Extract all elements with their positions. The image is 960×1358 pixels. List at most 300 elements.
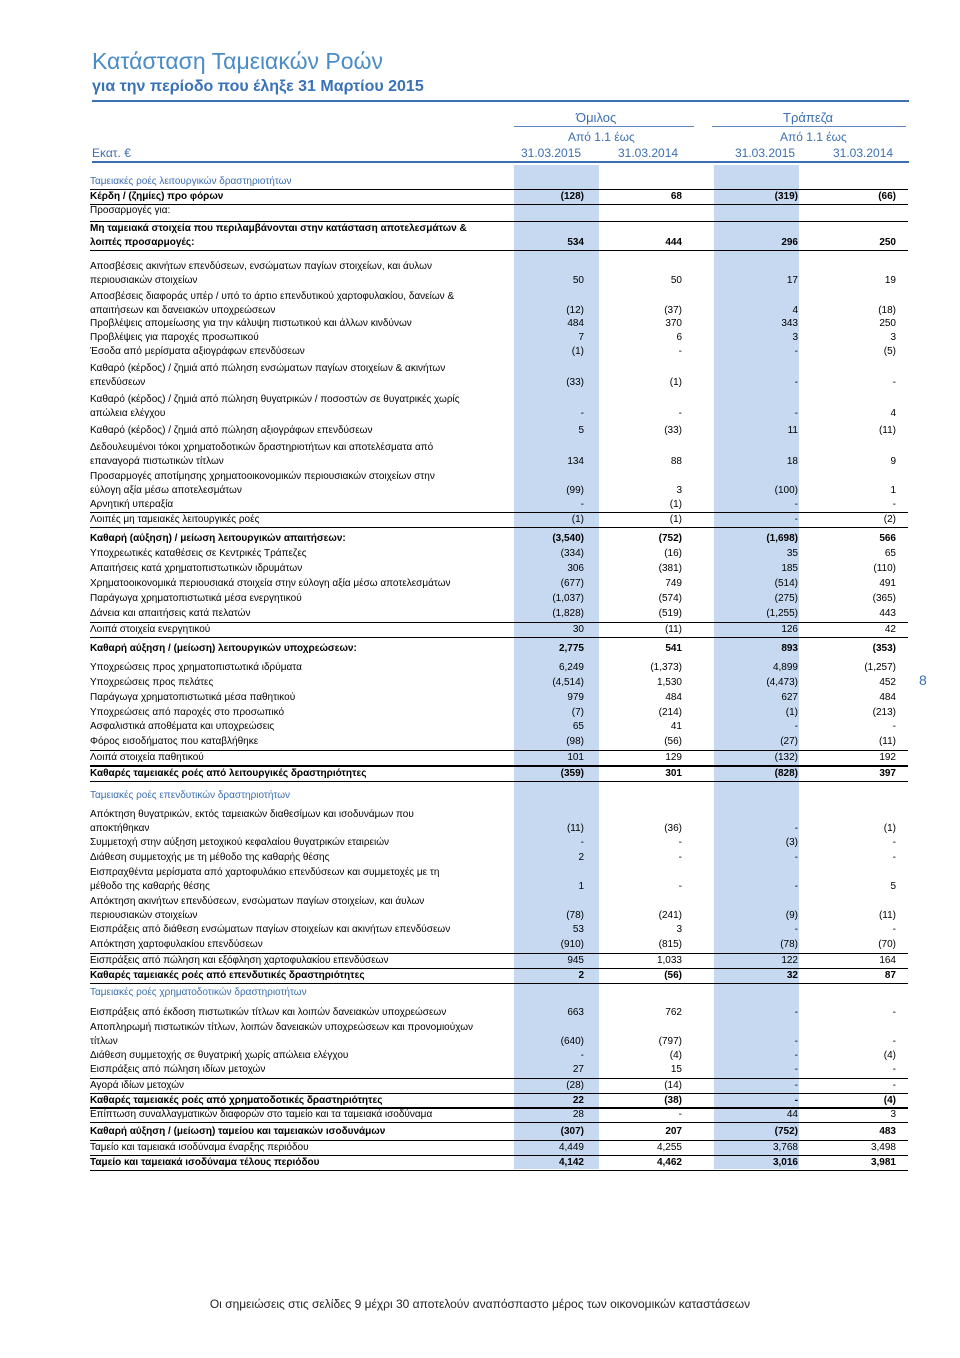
row-label: Καθαρή αύξηση / (μείωση) λειτουργικών υποχρεώσεων:	[90, 643, 357, 654]
row-value-col-3: -	[794, 721, 798, 732]
table-row	[90, 676, 908, 690]
row-value-col-3: -	[794, 852, 798, 863]
row-label: Εισπράξεις από πώληση και εξόφληση χαρτοφυλακίου επενδύσεων	[90, 955, 389, 966]
table-row	[90, 470, 908, 498]
row-value-col-4: 452	[879, 677, 896, 688]
row-value-col-2: 484	[665, 692, 682, 703]
row-label: Υποχρεώσεις προς χρηματοπιστωτικά ιδρύματα	[90, 662, 302, 673]
table-row	[90, 512, 908, 528]
row-value-col-2: (56)	[664, 736, 682, 747]
table-row	[90, 808, 908, 836]
row-value-col-1: -	[580, 1050, 584, 1061]
table-row	[90, 622, 908, 638]
table-row	[90, 720, 908, 734]
row-value-col-3: -	[794, 1007, 798, 1018]
table-row	[90, 393, 908, 421]
row-value-col-2: 41	[670, 721, 682, 732]
row-value-col-4: -	[892, 852, 896, 863]
row-value-col-4: (4)	[883, 1095, 896, 1106]
row-value-col-3: (100)	[774, 485, 798, 496]
table-row	[90, 766, 908, 782]
row-value-col-3: 893	[781, 643, 798, 654]
row-label: Αποσβέσεις διαφοράς υπέρ / υπό το άρτιο επενδυτικού χαρτοφυλακίου, δανείων & απαιτήσεων και δανειακών υποχρεώσεων	[90, 291, 455, 316]
row-value-col-3: -	[794, 499, 798, 510]
row-value-col-4: 65	[884, 548, 896, 559]
row-value-col-1: (640)	[560, 1036, 584, 1047]
row-label: Δάνεια και απαιτήσεις κατά πελατών	[90, 608, 251, 619]
row-value-col-2: (574)	[658, 593, 682, 604]
table-row	[90, 607, 908, 621]
row-value-col-2: 1,530	[656, 677, 682, 688]
table-row	[90, 938, 908, 952]
row-value-col-3: -	[794, 408, 798, 419]
row-value-col-1: 2	[578, 852, 584, 863]
row-label: Καθαρές ταμειακές ροές από χρηματοδοτικές δραστηριότητες	[90, 1095, 383, 1106]
row-label: Εισπράξεις από διάθεση ενσώματων παγίων στοιχείων και ακινήτων επενδύσεων	[90, 924, 451, 935]
row-value-col-1: 484	[567, 318, 584, 329]
row-label: Απαιτήσεις κατά χρηματοπιστωτικών ιδρυμάτων	[90, 563, 303, 574]
row-value-col-1: 979	[567, 692, 584, 703]
row-label: Ασφαλιστικά αποθέματα και υποχρεώσεις	[90, 721, 275, 732]
row-value-col-3: 185	[781, 563, 798, 574]
table-row	[90, 424, 908, 438]
row-value-col-3: 11	[787, 425, 798, 436]
row-value-col-2: -	[678, 852, 682, 863]
row-value-col-4: 1	[890, 485, 896, 496]
row-value-col-3: -	[794, 346, 798, 357]
table-row	[90, 953, 908, 969]
section-header-row	[90, 789, 908, 803]
row-value-col-3: (3)	[785, 837, 798, 848]
page-number: 8	[919, 672, 927, 688]
row-value-col-4: 484	[879, 692, 896, 703]
row-label: Δεδουλευμένοι τόκοι χρηματοδοτικών δραστηριοτήτων και αποτελέσματα από επαναγορά πιστωτικών τίτλων	[90, 442, 434, 467]
row-value-col-2: -	[678, 346, 682, 357]
row-value-col-2: (37)	[664, 305, 682, 316]
row-value-col-1: 134	[567, 456, 584, 467]
row-value-col-4: 192	[879, 752, 896, 763]
row-value-col-1: 4,449	[558, 1142, 584, 1153]
row-label: Εισπράξεις από έκδοση πιστωτικών τίτλων και λοιπών δανειακών υποχρεώσεων	[90, 1007, 447, 1018]
bank-header: Τράπεζα	[783, 110, 833, 125]
row-value-col-3: (1,255)	[766, 608, 798, 619]
row-value-col-2: 301	[665, 768, 682, 779]
row-label: Καθαρό (κέρδος) / ζημιά από πώληση αξιογράφων επενδύσεων	[90, 425, 373, 436]
row-value-col-4: 250	[879, 318, 896, 329]
row-value-col-3: (828)	[774, 768, 798, 779]
row-value-col-4: 3	[890, 332, 896, 343]
row-value-col-4: -	[892, 377, 896, 388]
row-value-col-4: -	[892, 924, 896, 935]
row-value-col-1: 50	[572, 275, 584, 286]
row-value-col-2: (11)	[664, 624, 682, 635]
row-value-col-2: 207	[665, 1126, 682, 1137]
row-value-col-4: -	[892, 1080, 896, 1091]
row-label: Καθαρή αύξηση / (μείωση) ταμείου και ταμειακών ισοδυνάμων	[90, 1126, 386, 1137]
row-value-col-4: 491	[879, 578, 896, 589]
row-value-col-3: (78)	[780, 939, 798, 950]
row-value-col-3: (1)	[785, 707, 798, 718]
table-row	[90, 661, 908, 675]
row-label: Συμμετοχή στην αύξηση μετοχικού κεφαλαίου θυγατρικών εταιρειών	[90, 837, 390, 848]
row-value-col-1: 6,249	[558, 662, 584, 673]
row-value-col-1: (334)	[560, 548, 584, 559]
row-value-col-1: 306	[567, 563, 584, 574]
row-value-col-4: -	[892, 499, 896, 510]
row-value-col-3: -	[794, 881, 798, 892]
row-value-col-3: (275)	[774, 593, 798, 604]
table-row	[90, 577, 908, 591]
table-row	[90, 706, 908, 720]
section-header-row	[90, 175, 908, 189]
row-value-col-4: (70)	[878, 939, 896, 950]
row-value-col-1: 30	[572, 624, 584, 635]
row-label: Φόρος εισοδήματος που καταβλήθηκε	[90, 736, 259, 747]
row-value-col-3: (27)	[780, 736, 798, 747]
row-value-col-1: (99)	[566, 485, 584, 496]
row-value-col-4: (5)	[883, 346, 896, 357]
row-value-col-3: -	[794, 1050, 798, 1061]
table-row	[90, 290, 908, 318]
row-value-col-1: (1)	[571, 514, 584, 525]
bank-header-line	[712, 126, 906, 127]
row-value-col-3: 4,899	[772, 662, 798, 673]
row-value-col-1: 663	[567, 1007, 584, 1018]
row-value-col-2: 762	[665, 1007, 682, 1018]
col-bank-2014: 31.03.2014	[833, 146, 894, 160]
footer-note: Οι σημειώσεις στις σελίδες 9 μέχρι 30 αποτελούν αναπόσπαστο μέρος των οικονομικών καταστάσεων	[209, 1297, 751, 1311]
section-header-row	[90, 986, 908, 1000]
group-period-label: Από 1.1 έως	[568, 130, 635, 144]
row-label: Ταμείο και ταμειακά ισοδύναμα τέλους περιόδου	[90, 1157, 320, 1168]
row-label: Καθαρές ταμειακές ροές από λειτουργικές δραστηριότητες	[90, 768, 367, 779]
row-label: Απόκτηση ακινήτων επενδύσεων, ενσώματων παγίων στοιχείων, και άυλων περιουσιακών στοιχείων	[90, 896, 425, 921]
table-row	[90, 562, 908, 576]
row-value-col-4: 9	[890, 456, 896, 467]
row-value-col-2: 1,033	[656, 955, 682, 966]
row-value-col-3: 44	[786, 1109, 798, 1120]
group-header-line	[514, 126, 694, 127]
row-label: Παράγωγα χρηματοπιστωτικά μέσα ενεργητικού	[90, 593, 302, 604]
row-value-col-4: 3,498	[870, 1142, 896, 1153]
table-row	[90, 866, 908, 894]
table-row	[90, 362, 908, 390]
row-value-col-2: (33)	[664, 425, 682, 436]
table-row	[90, 691, 908, 705]
row-value-col-1: 101	[567, 752, 584, 763]
row-value-col-4: (1,257)	[864, 662, 896, 673]
row-value-col-3: 3	[792, 332, 798, 343]
row-value-col-2: (1)	[669, 514, 682, 525]
row-label: Λοιπά στοιχεία ενεργητικού	[90, 624, 211, 635]
table-row	[90, 1078, 908, 1094]
row-value-col-2: 15	[670, 1064, 682, 1075]
row-value-col-2: (241)	[658, 910, 682, 921]
row-label: Ταμειακές ροές χρηματοδοτικών δραστηριοτήτων	[90, 987, 307, 998]
row-value-col-3: (9)	[785, 910, 798, 921]
table-row	[90, 851, 908, 865]
table-row	[90, 532, 908, 546]
row-value-col-4: (11)	[878, 910, 896, 921]
row-label: Προσαρμογές για:	[90, 205, 171, 216]
row-value-col-2: -	[678, 881, 682, 892]
row-value-col-4: 397	[879, 768, 896, 779]
row-value-col-3: -	[794, 1080, 798, 1091]
table-row	[90, 592, 908, 606]
row-label: Παράγωγα χρηματοπιστωτικά μέσα παθητικού	[90, 692, 296, 703]
row-value-col-1: -	[580, 499, 584, 510]
row-value-col-4: -	[892, 721, 896, 732]
row-value-col-1: (359)	[560, 768, 584, 779]
table-row	[90, 331, 908, 345]
table-row	[90, 1049, 908, 1063]
row-value-col-1: (11)	[566, 823, 584, 834]
row-value-col-4: 250	[879, 237, 896, 248]
row-value-col-2: (381)	[658, 563, 682, 574]
row-label: Ταμειακές ροές λειτουργικών δραστηριοτήτων	[90, 176, 292, 187]
row-value-col-2: 50	[670, 275, 682, 286]
row-label: Υποχρεώσεις από παροχές στο προσωπικό	[90, 707, 285, 718]
row-value-col-4: 3	[890, 1109, 896, 1120]
row-value-col-3: (1,698)	[766, 533, 798, 544]
row-label: Απόκτηση θυγατρικών, εκτός ταμειακών διαθεσίμων και ισοδυνάμων που αποκτήθηκαν	[90, 809, 414, 834]
row-value-col-3: 126	[781, 624, 798, 635]
row-value-col-3: 343	[781, 318, 798, 329]
row-value-col-4: (213)	[872, 707, 896, 718]
table-row	[90, 1063, 908, 1077]
row-label: Αρνητική υπεραξία	[90, 499, 174, 510]
row-value-col-4: 443	[879, 608, 896, 619]
row-value-col-2: (4)	[669, 1050, 682, 1061]
table-row	[90, 317, 908, 331]
row-label: Ταμειακές ροές επενδυτικών δραστηριοτήτων	[90, 790, 291, 801]
row-value-col-3: (319)	[774, 191, 798, 202]
row-label: Ταμείο και ταμειακά ισοδύναμα έναρξης περιόδου	[90, 1142, 309, 1153]
row-value-col-4: 19	[884, 275, 896, 286]
row-value-col-2: (797)	[658, 1036, 682, 1047]
row-value-col-2: (214)	[658, 707, 682, 718]
row-value-col-1: 7	[578, 332, 584, 343]
table-row	[90, 895, 908, 923]
column-header-rule	[92, 161, 909, 163]
row-value-col-1: (1)	[571, 346, 584, 357]
row-value-col-1: (1,828)	[552, 608, 584, 619]
row-label: Προβλέψεις απομείωσης για την κάλυψη πιστωτικού και άλλων κινδύνων	[90, 318, 412, 329]
row-value-col-4: (11)	[878, 425, 896, 436]
table-row	[90, 1021, 908, 1049]
row-value-col-4: (110)	[873, 563, 896, 574]
table-row	[90, 441, 908, 469]
row-value-col-4: (18)	[878, 305, 896, 316]
col-group-2015: 31.03.2015	[521, 146, 582, 160]
page-subtitle: για την περίοδο που έληξε 31 Μαρτίου 2015	[92, 78, 424, 95]
row-value-col-1: 2	[578, 970, 584, 981]
row-value-col-2: -	[678, 837, 682, 848]
row-value-col-3: 627	[781, 692, 798, 703]
row-value-col-1: 28	[572, 1109, 584, 1120]
row-label: Επίπτωση συναλλαγματικών διαφορών στο ταμείο και τα ταμειακά ισοδύναμα	[90, 1109, 433, 1120]
row-value-col-3: (514)	[774, 578, 798, 589]
row-label: Εισπραχθέντα μερίσματα από χαρτοφυλάκιο επενδύσεων και συμμετοχές με τη μέθοδο της καθαρής θέσης	[90, 867, 440, 892]
row-label: Απόκτηση χαρτοφυλακίου επενδύσεων	[90, 939, 263, 950]
row-value-col-2: 541	[665, 643, 682, 654]
row-label: Προσαρμογές αποτίμησης χρηματοοικονομικών περιουσιακών στοιχείων στην εύλογη αξία μέσω αποτελεσμάτων	[90, 471, 435, 496]
table-row	[90, 968, 908, 984]
row-value-col-1: 2,775	[558, 643, 584, 654]
table-row	[90, 1006, 908, 1020]
row-value-col-3: 4	[792, 305, 798, 316]
row-value-col-2: (36)	[664, 823, 682, 834]
row-value-col-3: -	[794, 514, 798, 525]
row-value-col-2: 4,462	[656, 1157, 682, 1168]
row-value-col-1: 4,142	[558, 1157, 584, 1168]
row-value-col-2: 6	[676, 332, 682, 343]
row-value-col-3: 32	[786, 970, 798, 981]
row-label: Αποπληρωμή πιστωτικών τίτλων, λοιπών δανειακών υποχρεώσεων και προνομιούχων τίτλων	[90, 1022, 474, 1047]
page-title: Κατάσταση Ταμειακών Ροών	[92, 48, 384, 74]
table-row	[90, 750, 908, 766]
row-value-col-2: (1)	[669, 499, 682, 510]
row-value-col-1: (3,540)	[552, 533, 584, 544]
row-value-col-4: (2)	[883, 514, 896, 525]
row-value-col-4: 42	[884, 624, 896, 635]
row-value-col-4: (11)	[878, 736, 896, 747]
row-value-col-1: -	[580, 408, 584, 419]
row-label: Λοιπά στοιχεία παθητικού	[90, 752, 204, 763]
row-label: Καθαρό (κέρδος) / ζημιά από πώληση ενσώματων παγίων στοιχείων & ακινήτων επενδύσεων	[90, 363, 446, 388]
table-row	[90, 735, 908, 749]
row-label: Αποσβέσεις ακινήτων επενδύσεων, ενσώματων παγίων στοιχείων, και άυλων περιουσιακών στοιχείων	[90, 261, 432, 286]
header-rule	[92, 100, 909, 102]
table-row	[90, 923, 908, 937]
row-value-col-3: (4,473)	[766, 677, 798, 688]
row-label: Κέρδη / (ζημίες) προ φόρων	[90, 191, 224, 202]
row-label: Προβλέψεις για παροχές προσωπικού	[90, 332, 259, 343]
row-value-col-2: -	[678, 1109, 682, 1120]
row-value-col-2: 4,255	[656, 1142, 682, 1153]
row-label: Καθαρή (αύξηση) / μείωση λειτουργικών απαιτήσεων:	[90, 533, 346, 544]
row-value-col-2: 749	[665, 578, 682, 589]
row-value-col-4: -	[892, 837, 896, 848]
row-label: Καθαρό (κέρδος) / ζημιά από πώληση θυγατρικών / ποσοστών σε θυγατρικές χωρίς απώλεια ελέγχου	[90, 394, 460, 419]
row-value-col-4: (1)	[883, 823, 896, 834]
row-value-col-2: (1,373)	[650, 662, 682, 673]
row-value-col-3: (132)	[774, 752, 798, 763]
row-value-col-3: 18	[786, 456, 798, 467]
row-value-col-4: (365)	[872, 593, 896, 604]
row-value-col-2: (38)	[664, 1095, 682, 1106]
row-value-col-3: -	[794, 823, 798, 834]
row-value-col-4: 5	[890, 881, 896, 892]
table-row	[90, 547, 908, 561]
row-value-col-2: 370	[665, 318, 682, 329]
row-value-col-4: -	[892, 1007, 896, 1018]
row-label: Διάθεση συμμετοχής σε θυγατρική χωρίς απώλεια ελέγχου	[90, 1050, 349, 1061]
row-label: Μη ταμειακά στοιχεία που περιλαμβάνονται στην κατάσταση αποτελεσμάτων & λοιπές προσαρμογές:	[90, 223, 467, 248]
row-value-col-2: 3	[676, 924, 682, 935]
row-value-col-1: 5	[578, 425, 584, 436]
table-row	[90, 1140, 908, 1156]
table-row	[90, 260, 908, 288]
row-value-col-1: -	[580, 837, 584, 848]
bank-period-label: Από 1.1 έως	[780, 130, 847, 144]
row-value-col-2: 88	[670, 456, 682, 467]
row-value-col-1: (677)	[560, 578, 584, 589]
table-row	[90, 345, 908, 359]
row-value-col-1: (78)	[566, 910, 584, 921]
row-value-col-2: (519)	[658, 608, 682, 619]
table-row	[90, 204, 908, 218]
row-value-col-1: 945	[567, 955, 584, 966]
row-label: Καθαρές ταμειακές ροές από επενδυτικές δραστηριότητες	[90, 970, 365, 981]
row-value-col-3: -	[794, 1036, 798, 1047]
row-value-col-1: (1,037)	[552, 593, 584, 604]
row-value-col-4: 4	[890, 408, 896, 419]
table-row	[90, 1125, 908, 1139]
row-value-col-2: 3	[676, 485, 682, 496]
row-value-col-1: 22	[572, 1095, 584, 1106]
row-label: Έσοδα από μερίσματα αξιογράφων επενδύσεων	[90, 346, 305, 357]
table-row	[90, 642, 908, 656]
row-value-col-4: 566	[879, 533, 896, 544]
row-value-col-3: -	[794, 1095, 798, 1106]
row-value-col-1: (98)	[566, 736, 584, 747]
row-value-col-1: (28)	[566, 1080, 584, 1091]
row-label: Υποχρεωτικές καταθέσεις σε Κεντρικές Τράπεζες	[90, 548, 307, 559]
row-label: Εισπράξεις από πώληση ιδίων μετοχών	[90, 1064, 266, 1075]
row-value-col-3: 35	[786, 548, 798, 559]
row-value-col-4: 164	[879, 955, 896, 966]
currency-label: Εκατ. €	[92, 146, 131, 160]
row-value-col-3: -	[794, 377, 798, 388]
row-value-col-2: (752)	[658, 533, 682, 544]
row-value-col-1: 65	[572, 721, 584, 732]
row-value-col-2: (56)	[664, 970, 682, 981]
row-value-col-1: (12)	[566, 305, 584, 316]
row-value-col-3: -	[794, 924, 798, 935]
row-value-col-1: 53	[572, 924, 584, 935]
col-bank-2015: 31.03.2015	[735, 146, 796, 160]
row-value-col-3: (752)	[774, 1126, 798, 1137]
table-row	[90, 1155, 908, 1171]
row-value-col-2: 129	[665, 752, 682, 763]
row-value-col-1: 27	[572, 1064, 584, 1075]
row-value-col-1: (910)	[560, 939, 584, 950]
row-value-col-2: (16)	[664, 548, 682, 559]
row-label: Λοιπές μη ταμειακές λειτουργικές ροές	[90, 514, 260, 525]
row-value-col-1: (33)	[566, 377, 584, 388]
row-value-col-4: (4)	[883, 1050, 896, 1061]
row-value-col-4: 483	[879, 1126, 896, 1137]
row-value-col-4: (66)	[878, 191, 896, 202]
table-row	[90, 498, 908, 512]
row-label: Αγορά ιδίων μετοχών	[90, 1080, 185, 1091]
row-value-col-1: (4,514)	[552, 677, 584, 688]
row-value-col-2: (1)	[669, 377, 682, 388]
row-value-col-2: (815)	[658, 939, 682, 950]
row-value-col-2: (14)	[664, 1080, 682, 1091]
row-value-col-3: -	[794, 1064, 798, 1075]
row-value-col-3: 122	[781, 955, 798, 966]
table-row	[90, 189, 908, 205]
row-value-col-1: (307)	[560, 1126, 584, 1137]
group-header: Όμιλος	[576, 110, 617, 125]
row-value-col-1: (128)	[560, 191, 584, 202]
col-group-2014: 31.03.2014	[618, 146, 679, 160]
row-value-col-1: 1	[578, 881, 584, 892]
row-label: Διάθεση συμμετοχής με τη μέθοδο της καθαρής θέσης	[90, 852, 330, 863]
row-value-col-2: 68	[670, 191, 682, 202]
